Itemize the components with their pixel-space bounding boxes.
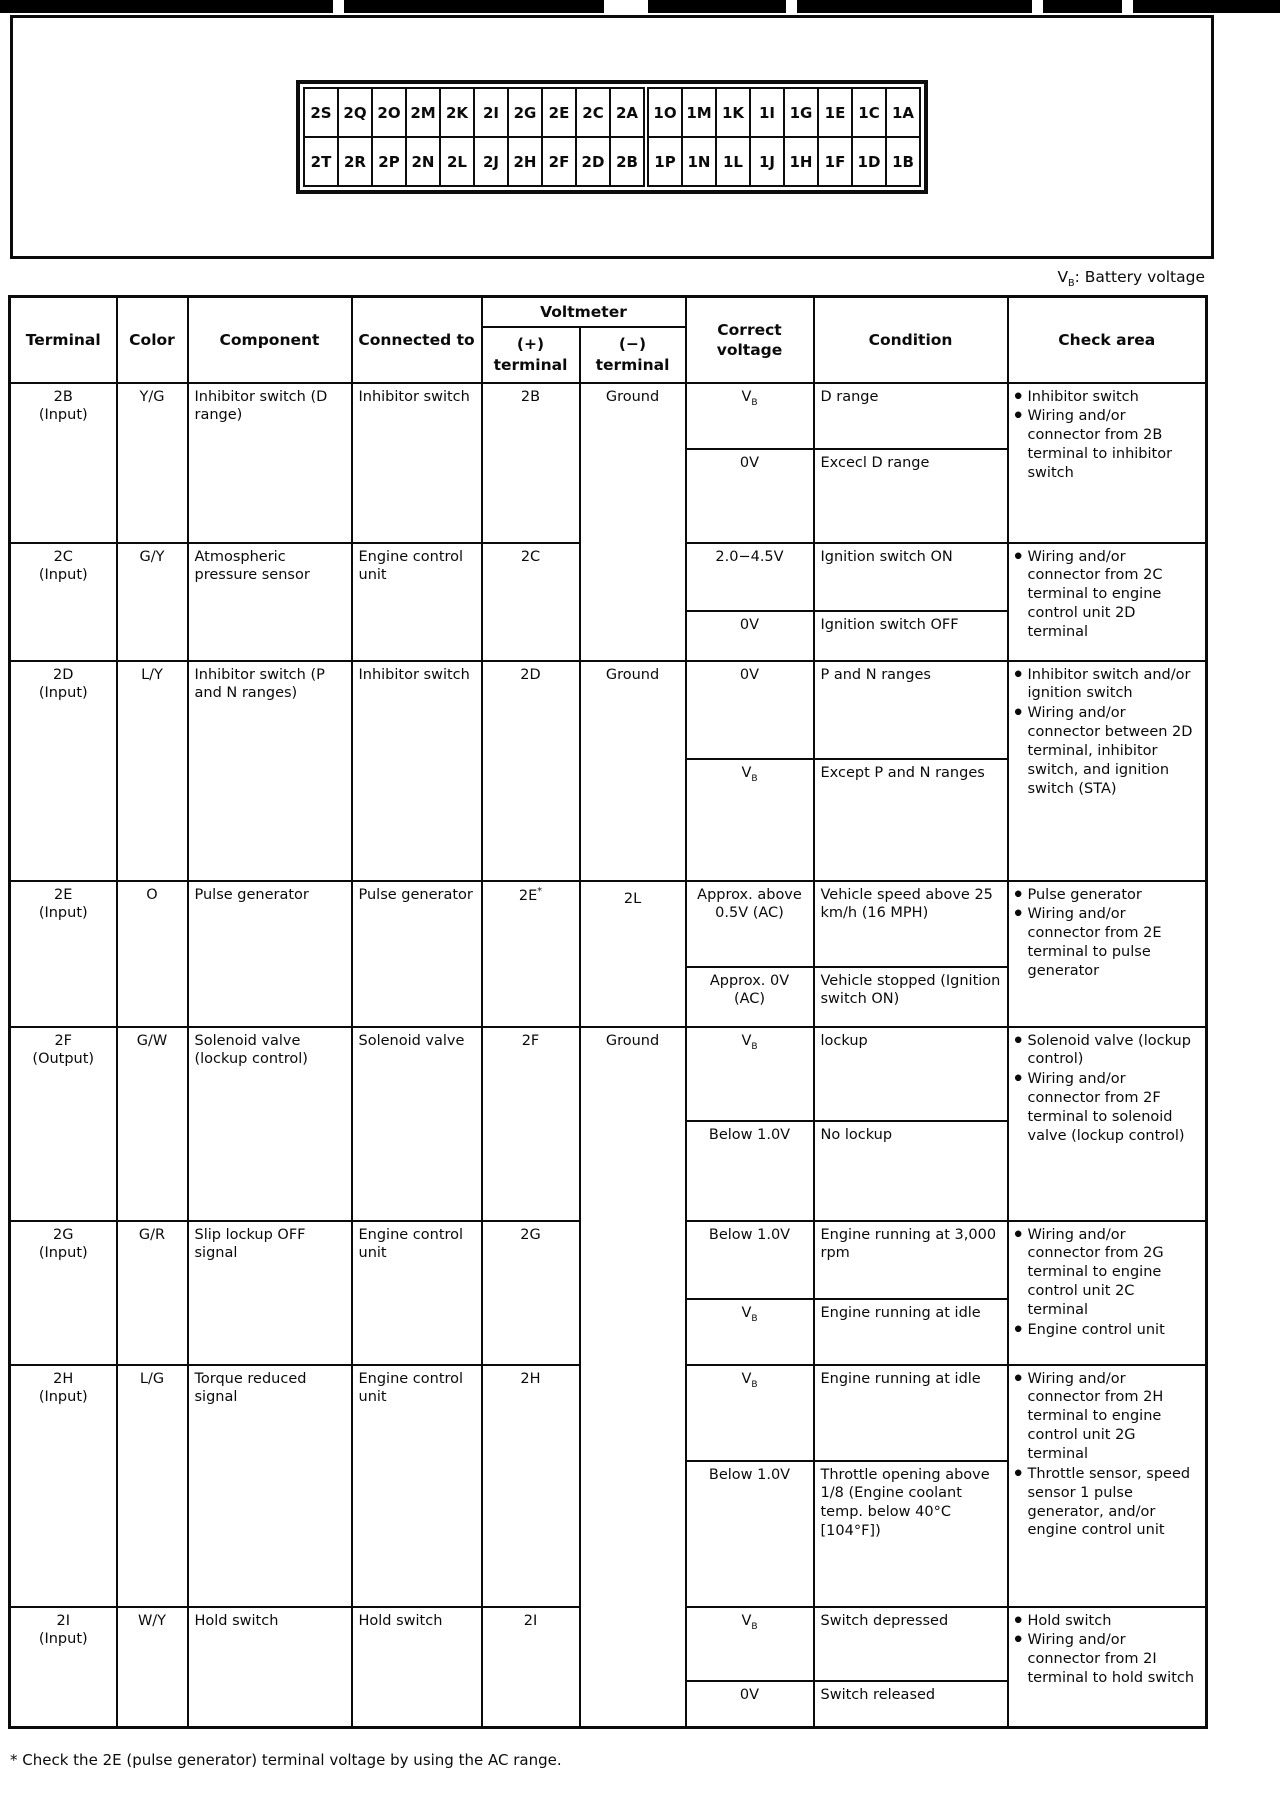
terminal-mode: (Output) (32, 1051, 95, 1068)
plus-sign: (+) (516, 335, 545, 354)
connector-pin: 1A (886, 88, 920, 137)
header-condition: Condition (814, 297, 1008, 383)
check-area-cell (1008, 661, 1207, 881)
check-area-cell (1008, 1365, 1207, 1607)
connected-to-cell: Inhibitor switch (352, 661, 482, 881)
voltage-cell (686, 543, 814, 611)
component-cell: Slip lockup OFF signal (188, 1221, 352, 1365)
plus-value: 2G (520, 1226, 541, 1243)
connector-pin: 2B (610, 137, 646, 186)
color-cell: G/W (117, 1027, 188, 1221)
check-list (1015, 1032, 1200, 1146)
voltage-subscript: B (751, 773, 758, 784)
header-plus-terminal (482, 327, 580, 383)
voltage-cell (686, 449, 814, 543)
terminal-cell (10, 543, 117, 661)
voltage-value: 0V (739, 1686, 760, 1703)
connector-pin: 2G (508, 88, 542, 137)
table-row (10, 383, 1207, 449)
condition-cell: Except P and N ranges (814, 759, 1008, 881)
check-area-cell (1008, 383, 1207, 543)
terminal-id: 2B (53, 388, 73, 405)
voltage-subscript: B (751, 1379, 758, 1390)
connector-pin: 1C (852, 88, 886, 137)
plus-value: 2E (518, 887, 538, 904)
voltage-cell (686, 967, 814, 1027)
header-row-1 (10, 297, 1207, 327)
terminal-mode: (Input) (38, 567, 88, 584)
terminal-id: 2E (54, 886, 73, 903)
voltage-value: V (741, 388, 752, 405)
footnote: * Check the 2E (pulse generator) terminal voltage by using the AC range. (10, 1750, 562, 1769)
terminal-mode: (Input) (38, 1631, 88, 1648)
connector-pin: 2A (610, 88, 646, 137)
terminal-mode: (Input) (38, 1389, 88, 1406)
minus-terminal-cell: Ground (580, 1027, 686, 1728)
color-cell: L/Y (117, 661, 188, 881)
voltage-value: 2.0−4.5V (715, 548, 784, 565)
check-area-cell (1008, 1607, 1207, 1728)
connector-pin: 1J (750, 137, 784, 186)
connector-pin: 1N (682, 137, 716, 186)
terminal-cell (10, 1607, 117, 1728)
terminal-cell (10, 1365, 117, 1607)
voltage-value: Below 1.0V (708, 1126, 791, 1143)
table-row (10, 881, 1207, 967)
voltage-cell (686, 1607, 814, 1681)
check-item: ● Inhibitor switch (1015, 388, 1200, 407)
voltage-value: Approx. above 0.5V (AC) (697, 886, 802, 922)
condition-cell: Throttle opening above 1/8 (Engine coolant temp. below 40°C [104°F]) (814, 1461, 1008, 1607)
connected-to-cell: Engine control unit (352, 1365, 482, 1607)
connector-block (296, 80, 928, 194)
terminal-cell (10, 661, 117, 881)
header-minus-terminal (580, 327, 686, 383)
color-cell: O (117, 881, 188, 1027)
color-cell: L/G (117, 1365, 188, 1607)
terminal-mode: (Input) (38, 905, 88, 922)
header-voltmeter: Voltmeter (482, 297, 686, 327)
connector-pin: 2J (474, 137, 508, 186)
header-color: Color (117, 297, 188, 383)
voltage-subscript: B (751, 1313, 758, 1324)
condition-cell: Switch depressed (814, 1607, 1008, 1681)
terminal-mode: (Input) (38, 407, 88, 424)
voltage-cell (686, 1365, 814, 1461)
voltage-value: V (741, 1612, 752, 1629)
terminal-cell (10, 383, 117, 543)
check-item: ● Wiring and/or connector between 2D terminal, inhibitor switch, and ignition switch (STA) (1015, 704, 1200, 798)
voltage-cell (686, 1121, 814, 1221)
connector-pin: 2I (474, 88, 508, 137)
plus-value: 2D (520, 666, 541, 683)
voltage-subscript: B (751, 397, 758, 408)
voltage-cell (686, 759, 814, 881)
connector-pin: 1F (818, 137, 852, 186)
condition-cell: No lockup (814, 1121, 1008, 1221)
voltage-cell (686, 1681, 814, 1728)
connector-pin: 1K (716, 88, 750, 137)
minus-terminal-cell: 2L (580, 881, 686, 1027)
terminal-id: 2F (54, 1032, 73, 1049)
connector-pin: 2C (576, 88, 610, 137)
connector-pin: 2R (338, 137, 372, 186)
scan-edge-strip (0, 0, 1280, 13)
voltage-cell (686, 611, 814, 661)
header-correct-voltage: Correct voltage (686, 297, 814, 383)
legend-text: : Battery voltage (1074, 268, 1205, 286)
color-cell: W/Y (117, 1607, 188, 1728)
terminal-mode: (Input) (38, 685, 88, 702)
voltage-value: 0V (739, 616, 760, 633)
component-cell: Pulse generator (188, 881, 352, 1027)
check-item: ● Engine control unit (1015, 1321, 1200, 1340)
connector-row-bottom (304, 137, 920, 186)
voltage-value: V (741, 764, 752, 781)
legend-symbol: V (1057, 268, 1069, 286)
check-item: ● Solenoid valve (lockup control) (1015, 1032, 1200, 1070)
terminal-cell (10, 1027, 117, 1221)
plus-terminal-cell (482, 1221, 580, 1365)
condition-cell: Vehicle speed above 25 km/h (16 MPH) (814, 881, 1008, 967)
condition-cell: Engine running at 3,000 rpm (814, 1221, 1008, 1299)
voltage-value: Below 1.0V (708, 1466, 791, 1483)
header-terminal: Terminal (10, 297, 117, 383)
check-area-cell (1008, 1221, 1207, 1365)
plus-footnote-mark: * (537, 885, 543, 897)
check-list (1015, 1370, 1200, 1541)
check-item: ● Wiring and/or connector from 2H terminal to engine control unit 2G terminal (1015, 1370, 1200, 1464)
plus-value: 2I (523, 1612, 538, 1629)
check-area-cell (1008, 543, 1207, 661)
connector-pin: 2Q (338, 88, 372, 137)
check-area-cell (1008, 1027, 1207, 1221)
check-item: ● Wiring and/or connector from 2E terminal to pulse generator (1015, 905, 1200, 980)
condition-cell: lockup (814, 1027, 1008, 1121)
voltage-value: V (741, 1370, 752, 1387)
connector-pin: 2T (304, 137, 338, 186)
check-item: ● Hold switch (1015, 1612, 1200, 1631)
check-item: ● Wiring and/or connector from 2C terminal to engine control unit 2D terminal (1015, 548, 1200, 642)
component-cell: Solenoid valve (lockup control) (188, 1027, 352, 1221)
voltage-cell (686, 1461, 814, 1607)
connector-pin: 1B (886, 137, 920, 186)
plus-terminal-cell (482, 1027, 580, 1221)
minus-terminal-cell: Ground (580, 661, 686, 881)
color-cell: Y/G (117, 383, 188, 543)
component-cell: Inhibitor switch (D range) (188, 383, 352, 543)
table-row (10, 661, 1207, 759)
connector-pin: 1H (784, 137, 818, 186)
voltage-subscript: B (751, 1041, 758, 1052)
voltage-cell (686, 661, 814, 759)
table-row (10, 1027, 1207, 1121)
condition-cell: Engine running at idle (814, 1299, 1008, 1365)
minus-terminal-cell: Ground (580, 383, 686, 661)
connector-pin: 2E (542, 88, 576, 137)
check-item: ● Throttle sensor, speed sensor 1 pulse generator, and/or engine control unit (1015, 1465, 1200, 1540)
component-cell: Atmospheric pressure sensor (188, 543, 352, 661)
plus-terminal-cell (482, 1365, 580, 1607)
connected-to-cell: Pulse generator (352, 881, 482, 1027)
condition-cell: Switch released (814, 1681, 1008, 1728)
connector-pin: 2P (372, 137, 406, 186)
connected-to-cell: Engine control unit (352, 1221, 482, 1365)
voltage-cell (686, 1299, 814, 1365)
connector-pin: 1I (750, 88, 784, 137)
check-list (1015, 548, 1200, 642)
check-item: ● Wiring and/or connector from 2B terminal to inhibitor switch (1015, 407, 1200, 482)
voltage-cell (686, 881, 814, 967)
table-header (10, 297, 1207, 383)
connector-pin: 1M (682, 88, 716, 137)
connected-to-cell: Engine control unit (352, 543, 482, 661)
component-cell: Inhibitor switch (P and N ranges) (188, 661, 352, 881)
plus-value: 2B (520, 388, 541, 405)
condition-cell: Ignition switch OFF (814, 611, 1008, 661)
plus-value: 2H (520, 1370, 541, 1387)
check-list (1015, 1226, 1200, 1340)
voltage-cell (686, 1027, 814, 1121)
minus-word: terminal (595, 355, 670, 374)
connector-pin: 1P (646, 137, 682, 186)
legend-subscript: B (1068, 278, 1075, 290)
connected-to-cell: Solenoid valve (352, 1027, 482, 1221)
plus-terminal-cell (482, 881, 580, 1027)
voltage-value: 0V (739, 666, 760, 683)
check-list (1015, 1612, 1200, 1688)
minus-sign: (−) (618, 335, 647, 354)
connector-diagram-panel (10, 15, 1214, 259)
check-item: ● Wiring and/or connector from 2F terminal to solenoid valve (lockup control) (1015, 1070, 1200, 1145)
connector-pin: 1D (852, 137, 886, 186)
connector-pin: 1L (716, 137, 750, 186)
connector-row-top (304, 88, 920, 137)
connector-pin: 1E (818, 88, 852, 137)
check-list (1015, 388, 1200, 483)
connected-to-cell: Inhibitor switch (352, 383, 482, 543)
plus-terminal-cell (482, 1607, 580, 1728)
connector-pin-grid (303, 87, 921, 187)
voltage-value: 0V (739, 454, 760, 471)
voltage-cell (686, 383, 814, 449)
connected-to-cell: Hold switch (352, 1607, 482, 1728)
check-item: ● Wiring and/or connector from 2G terminal to engine control unit 2C terminal (1015, 1226, 1200, 1320)
terminal-cell (10, 1221, 117, 1365)
plus-value: 2F (521, 1032, 540, 1049)
connector-pin: 1G (784, 88, 818, 137)
connector-pin: 2N (406, 137, 440, 186)
check-area-cell (1008, 881, 1207, 1027)
connector-pin: 2H (508, 137, 542, 186)
terminal-cell (10, 881, 117, 1027)
connector-pin: 2D (576, 137, 610, 186)
color-cell: G/R (117, 1221, 188, 1365)
battery-voltage-legend (10, 268, 1205, 289)
header-connected-to: Connected to (352, 297, 482, 383)
connector-pin: 2O (372, 88, 406, 137)
terminal-id: 2G (53, 1226, 74, 1243)
check-list (1015, 886, 1200, 981)
condition-cell: Vehicle stopped (Ignition switch ON) (814, 967, 1008, 1027)
voltage-value: V (741, 1032, 752, 1049)
condition-cell: P and N ranges (814, 661, 1008, 759)
connector-pin: 2L (440, 137, 474, 186)
connector-pin: 2F (542, 137, 576, 186)
connector-pin: 2M (406, 88, 440, 137)
terminal-id: 2D (53, 666, 74, 683)
voltage-cell (686, 1221, 814, 1299)
connector-pin: 2K (440, 88, 474, 137)
connector-pin: 2S (304, 88, 338, 137)
table-body (10, 383, 1207, 1728)
voltage-subscript: B (751, 1621, 758, 1632)
color-cell: G/Y (117, 543, 188, 661)
voltage-value: Below 1.0V (708, 1226, 791, 1243)
component-cell: Torque reduced signal (188, 1365, 352, 1607)
plus-terminal-cell (482, 661, 580, 881)
connector-pin: 1O (646, 88, 682, 137)
plus-value: 2C (520, 548, 541, 565)
condition-cell: Ignition switch ON (814, 543, 1008, 611)
terminal-id: 2C (53, 548, 73, 565)
check-list (1015, 666, 1200, 799)
header-component: Component (188, 297, 352, 383)
plus-word: terminal (493, 355, 568, 374)
condition-cell: Engine running at idle (814, 1365, 1008, 1461)
check-item: ● Wiring and/or connector from 2I terminal to hold switch (1015, 1631, 1200, 1688)
condition-cell: Excecl D range (814, 449, 1008, 543)
voltage-value: V (741, 1304, 752, 1321)
check-item: ● Pulse generator (1015, 886, 1200, 905)
check-item: ● Inhibitor switch and/or ignition switch (1015, 666, 1200, 704)
plus-terminal-cell (482, 543, 580, 661)
component-cell: Hold switch (188, 1607, 352, 1728)
terminal-id: 2H (53, 1370, 74, 1387)
header-check-area: Check area (1008, 297, 1207, 383)
terminal-mode: (Input) (38, 1245, 88, 1262)
condition-cell: D range (814, 383, 1008, 449)
plus-terminal-cell (482, 383, 580, 543)
voltage-value: Approx. 0V (AC) (709, 972, 790, 1008)
terminal-check-table (8, 295, 1208, 1729)
terminal-id: 2I (56, 1612, 70, 1629)
